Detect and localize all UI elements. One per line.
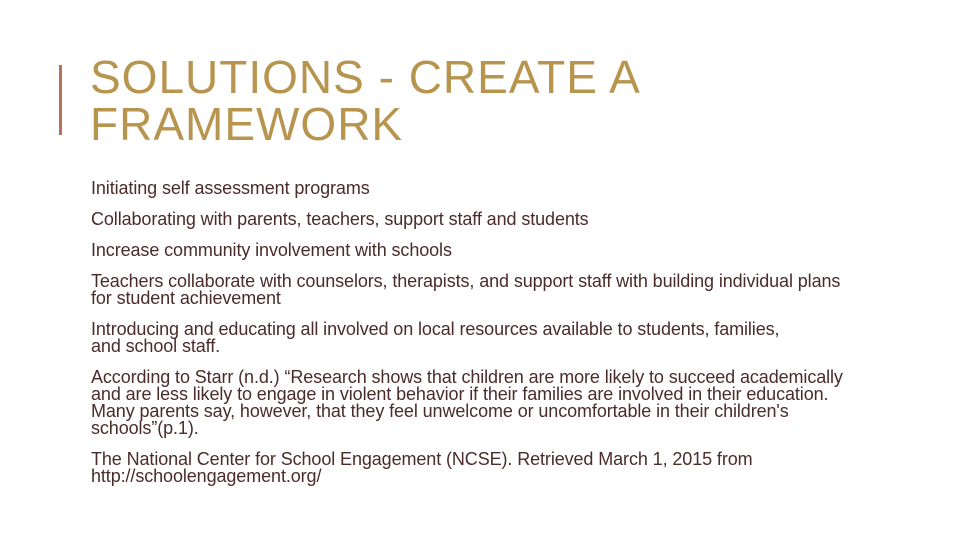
body-paragraph: Introducing and educating all involved on local resources available to students, families, and school staff. [91,319,780,356]
slide-body [91,180,851,499]
quote-paragraph: According to Starr (n.d.) “Research shows that children are more likely to succeed academically and are less likely to engage in violent behavior if their families are involved in their education. Many parents say, however, that they feel unwelcome or uncomfortable in their children's schools”(p.1). [91,367,843,438]
body-paragraph: Initiating self assessment programs [91,178,370,198]
citation-paragraph: The National Center for School Engagement (NCSE). Retrieved March 1, 2015 from http://schoolengagement.org/ [91,449,753,486]
body-paragraph: Collaborating with parents, teachers, support staff and students [91,209,589,229]
body-paragraph: Increase community involvement with schools [91,240,452,260]
slide-title [90,51,641,150]
body-paragraph: Teachers collaborate with counselors, therapists, and support staff with building individual plans for student achievement [91,271,841,308]
title-accent-bar [59,65,62,135]
title-line-2: FRAMEWORK [90,98,404,150]
title-line-1: SOLUTIONS - CREATE A [90,51,641,103]
